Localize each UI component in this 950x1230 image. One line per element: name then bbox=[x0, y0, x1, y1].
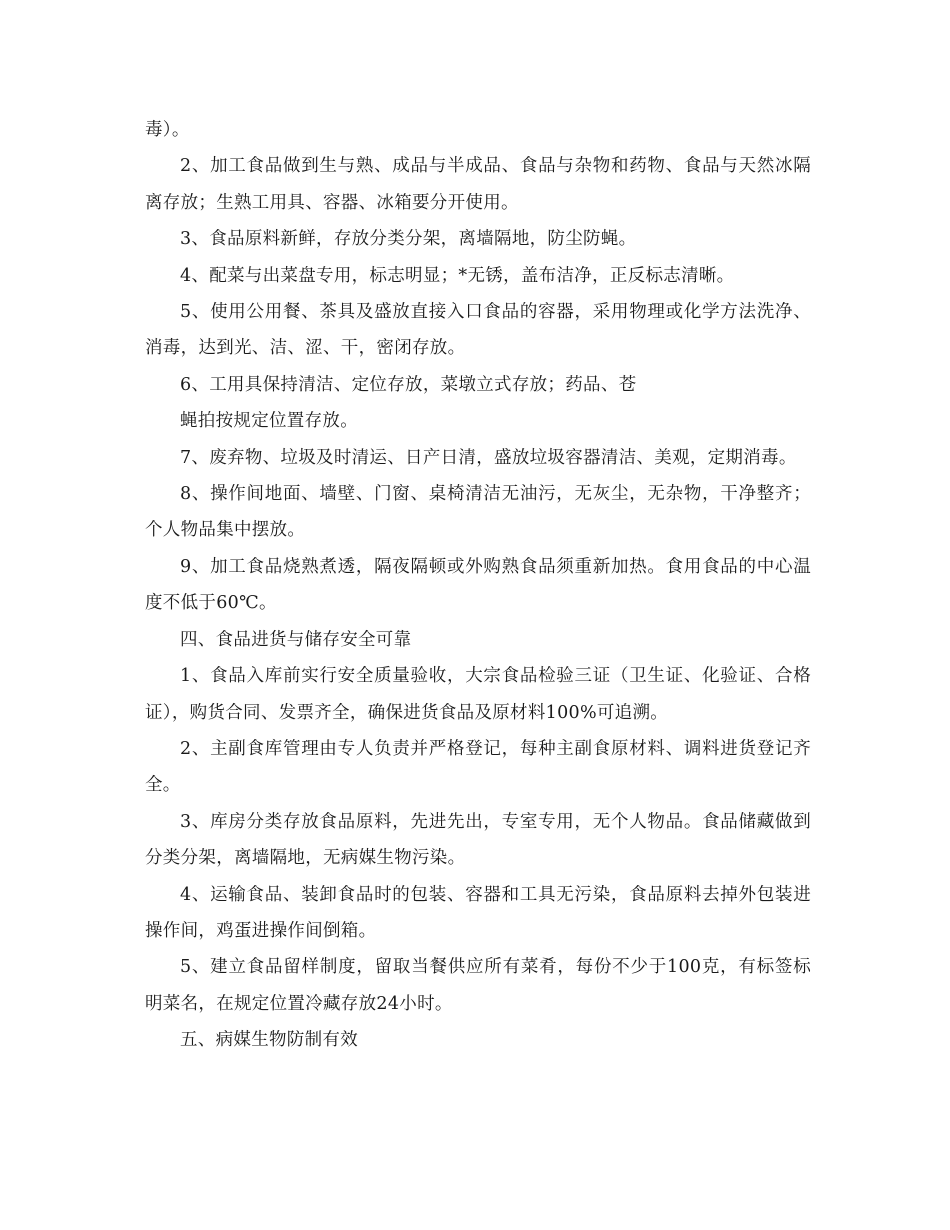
paragraph: 3、食品原料新鲜，存放分类分架，离墙隔地，防尘防蝇。 bbox=[180, 229, 637, 250]
paragraph: 4、配菜与出菜盘专用，标志明显；*无锈，盖布洁净，正反标志清晰。 bbox=[180, 265, 735, 286]
paragraph: 2、主副食库管理由专人负责并严格登记，每种主副食原材料、调料进货登记齐全。 bbox=[145, 738, 811, 796]
paragraph-continuation: 蝇拍按规定位置存放。 bbox=[180, 411, 358, 432]
section-heading: 四、食品进货与储存安全可靠 bbox=[180, 629, 412, 650]
paragraph: 2、加工食品做到生与熟、成品与半成品、食品与杂物和药物、食品与天然冰隔离存放；生熟工用具、容器、冰箱要分开使用。 bbox=[145, 156, 811, 213]
paragraph: 5、使用公用餐、茶具及盛放直接入口食品的容器，采用物理或化学方法洗净、消毒，达到光、洁、涩、干，密闭存放。 bbox=[145, 302, 811, 359]
document-body bbox=[145, 112, 811, 1059]
section-heading: 五、病媒生物防制有效 bbox=[180, 1030, 358, 1051]
paragraph: 3、库房分类存放食品原料，先进先出，专室专用，无个人物品。食品储藏做到分类分架，离墙隔地，无病媒生物污染。 bbox=[145, 811, 811, 869]
paragraph: 5、建立食品留样制度，留取当餐供应所有菜肴，每份不少于100克，有标签标明菜名，在规定位置冷藏存放24小时。 bbox=[145, 957, 811, 1014]
paragraph: 7、废弃物、垃圾及时清运、日产日清，盛放垃圾容器清洁、美观，定期消毒。 bbox=[180, 447, 797, 468]
paragraph: 6、工用具保持清洁、定位存放，菜墩立式存放；药品、苍 bbox=[180, 374, 637, 395]
paragraph: 9、加工食品烧熟煮透，隔夜隔顿或外购熟食品须重新加热。食用食品的中心温度不低于60℃。 bbox=[145, 556, 811, 614]
paragraph: 1、食品入库前实行安全质量验收，大宗食品检验三证（卫生证、化验证、合格证），购货合同、发票齐全，确保进货食品及原材料100%可追溯。 bbox=[145, 666, 811, 723]
paragraph: 8、操作间地面、墙壁、门窗、桌椅清洁无油污，无灰尘，无杂物，干净整齐；个人物品集中摆放。 bbox=[145, 484, 811, 541]
paragraph: 4、运输食品、装卸食品时的包装、容器和工具无污染，食品原料去掉外包装进操作间，鸡蛋进操作间倒箱。 bbox=[145, 884, 811, 941]
paragraph: 毒）。 bbox=[145, 120, 190, 140]
